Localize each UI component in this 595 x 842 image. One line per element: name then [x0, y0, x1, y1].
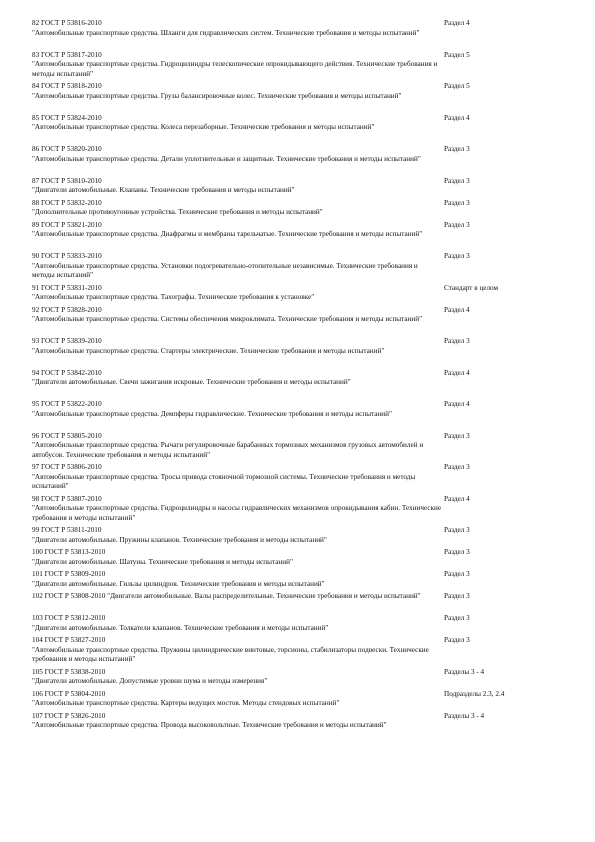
entry-section: Раздел 4	[444, 305, 470, 314]
entry-section: Раздел 4	[444, 19, 470, 27]
entry-title: 82 ГОСТ Р 53816-2010	[32, 19, 102, 27]
entry-title: 92 ГОСТ Р 53828-2010	[32, 305, 102, 314]
list-item	[32, 114, 552, 146]
entry-description: "Автомобильные транспортные средства. Стартеры электрические. Технические требования и методы испытаний"	[32, 346, 385, 355]
list-item	[32, 548, 552, 570]
list-item	[32, 337, 552, 369]
entry-description: "Автомобильные транспортные средства. Картеры ведущих мостов. Методы стендовых испытаний"	[32, 699, 340, 708]
entry-title: 105 ГОСТ Р 53838-2010	[32, 667, 106, 676]
entry-description: "Двигатели автомобильные. Валы распределительные. Технические требования и методы испытаний"	[107, 592, 421, 600]
entry-section: Раздел 3	[444, 570, 470, 578]
entry-section: Стандарт в целом	[444, 283, 499, 292]
entry-section: Раздел 3	[444, 548, 470, 556]
entry-description: "Двигатели автомобильные. Допустимые уровни шума и методы измерения"	[32, 677, 268, 686]
entry-section: Раздел 3	[444, 252, 470, 260]
entry-section: Раздел 4	[444, 113, 470, 122]
list-item	[32, 614, 552, 636]
entry-title: 90 ГОСТ Р 53833-2010	[32, 252, 102, 260]
entry-section: Раздел 3	[444, 636, 470, 644]
entry-description: "Автомобильные транспортные средства. Установки подогревательно-отопительные независимые. Технические требования и методы испытаний"	[32, 261, 418, 280]
list-item	[32, 51, 552, 83]
list-item	[32, 668, 552, 690]
entry-description: "Автомобильные транспортные средства. Провода высоковольтные. Технические требования и методы испытаний"	[32, 721, 387, 730]
entry-section: Разделы 3 - 4	[444, 711, 485, 720]
list-item	[32, 369, 552, 401]
entry-section: Раздел 3	[444, 614, 470, 622]
entry-title: 84 ГОСТ Р 53818-2010	[32, 82, 102, 90]
entry-section: Раздел 3	[444, 220, 470, 229]
entry-description: "Автомобильные транспортные средства. Детали уплотнительные и защитные. Технические требования и методы испытаний"	[32, 154, 421, 163]
list-item	[32, 432, 552, 464]
entry-section: Раздел 4	[444, 494, 470, 503]
entry-description: "Двигатели автомобильные. Клапаны. Технические требования и методы испытаний"	[32, 186, 295, 195]
entry-description: "Автомобильные транспортные средства. Пружины цилиндрические винтовые, торсионы, стабилизаторы подвески. Технические требования и методы испытаний"	[32, 645, 429, 664]
entry-section: Раздел 3	[444, 337, 470, 345]
entry-title: 96 ГОСТ Р 53805-2010	[32, 431, 102, 440]
entry-title: 107 ГОСТ Р 53826-2010	[32, 711, 106, 720]
list-item	[32, 400, 552, 432]
list-item	[32, 570, 552, 592]
entry-title: 89 ГОСТ Р 53821-2010	[32, 220, 102, 229]
list-item	[32, 284, 552, 306]
entry-section: Раздел 3	[444, 176, 470, 185]
entry-title: 103 ГОСТ Р 53812-2010	[32, 614, 106, 622]
entry-section: Подразделы 2.3, 2.4	[444, 689, 505, 698]
entry-section: Раздел 3	[444, 463, 470, 471]
entry-title: 86 ГОСТ Р 53820-2010	[32, 145, 102, 153]
entry-section: Раздел 5	[444, 50, 470, 59]
entry-title: 98 ГОСТ Р 53807-2010	[32, 494, 102, 503]
entry-title: 104 ГОСТ Р 53827-2010	[32, 636, 106, 644]
entry-section: Раздел 3	[444, 198, 470, 207]
list-item	[32, 221, 552, 253]
list-item	[32, 145, 552, 177]
entry-section: Раздел 4	[444, 400, 470, 408]
entry-title: 99 ГОСТ Р 53811-2010	[32, 526, 102, 534]
entry-description: "Двигатели автомобильные. Шатуны. Технические требования и методы испытаний"	[32, 557, 293, 566]
standards-list	[32, 19, 552, 743]
entry-section: Раздел 5	[444, 82, 470, 90]
entry-description: "Двигатели автомобильные. Толкатели клапанов. Технические требования и методы испытаний"	[32, 623, 329, 632]
entry-title: 100 ГОСТ Р 53813-2010	[32, 548, 106, 556]
list-item	[32, 252, 552, 284]
entry-section: Раздел 3	[444, 592, 470, 600]
entry-title: 85 ГОСТ Р 53824-2010	[32, 113, 102, 122]
entry-title: 106 ГОСТ Р 53804-2010	[32, 689, 106, 698]
entry-title: 83 ГОСТ Р 53817-2010	[32, 50, 102, 59]
entry-section: Разделы 3 - 4	[444, 667, 485, 676]
entry-title: 95 ГОСТ Р 53822-2010	[32, 400, 102, 408]
entry-description: "Автомобильные транспортные средства. Шланги для гидравлических систем. Технические требования и методы испытаний"	[32, 28, 420, 37]
entry-description: "Автомобильные транспортные средства. Тросы привода стояночной тормозной системы. Технические требования и методы испытаний"	[32, 472, 416, 491]
entry-description: "Автомобильные транспортные средства. Диафрагмы и мембраны тарельчатые. Технические требования и методы испытаний"	[32, 230, 423, 239]
entry-description: "Двигатели автомобильные. Гильзы цилиндров. Технические требования и методы испытаний"	[32, 579, 325, 588]
entry-description: "Автомобильные транспортные средства. Демпферы гидравлические. Технические требования и методы испытаний"	[32, 409, 392, 418]
list-item	[32, 495, 552, 527]
entry-description: "Двигатели автомобильные. Свечи зажигания искровые. Технические требования и методы испытаний"	[32, 378, 351, 387]
list-item	[32, 592, 552, 614]
entry-description: "Двигатели автомобильные. Пружины клапанов. Технические требования и методы испытаний"	[32, 535, 327, 544]
list-item	[32, 526, 552, 548]
entry-description: "Автомобильные транспортные средства. Тахографы. Технические требования к установке"	[32, 293, 315, 302]
entry-title: 102 ГОСТ Р 53808-2010	[32, 592, 106, 600]
list-item	[32, 19, 552, 51]
entry-description: "Автомобильные транспортные средства. Системы обеспечения микроклимата. Технические требования и методы испытаний"	[32, 315, 423, 324]
entry-section: Раздел 4	[444, 368, 470, 377]
entry-description: "Автомобильные транспортные средства. Грузы балансировочные колес. Технические требования и методы испытаний"	[32, 91, 402, 100]
entry-description: "Автомобильные транспортные средства. Колеса перезаборные. Технические требования и методы испытаний"	[32, 123, 375, 132]
list-item	[32, 177, 552, 199]
entry-description: "Дополнительные противоугонные устройства. Технические требования и методы испытаний"	[32, 208, 323, 217]
list-item	[32, 306, 552, 338]
entry-description: "Автомобильные транспортные средства. Рычаги регулировочные барабанных тормозных механизмов грузовых автомобилей и автобусов. Технические требования и методы испытаний"	[32, 441, 424, 459]
entry-title: 93 ГОСТ Р 53839-2010	[32, 337, 102, 345]
list-item	[32, 636, 552, 668]
entry-description: "Автомобильные транспортные средства. Гидроцилиндры и насосы гидравлических механизмов опрокидывания кабин. Технические требования и методы испытаний"	[32, 504, 442, 522]
entry-section: Раздел 3	[444, 526, 470, 534]
entry-section: Раздел 3	[444, 145, 470, 153]
entry-title: 101 ГОСТ Р 53809-2010	[32, 570, 106, 578]
list-item	[32, 463, 552, 495]
entry-title: 91 ГОСТ Р 53831-2010	[32, 283, 102, 292]
entry-section: Раздел 3	[444, 431, 470, 440]
entry-title: 94 ГОСТ Р 53842-2010	[32, 368, 102, 377]
entry-title: 88 ГОСТ Р 53832-2010	[32, 198, 102, 207]
list-item	[32, 82, 552, 114]
list-item	[32, 199, 552, 221]
list-item	[32, 712, 552, 744]
list-item	[32, 690, 552, 712]
entry-description: "Автомобильные транспортные средства. Гидроцилиндры телескопические опрокидывающего действия. Технические требования и методы испытаний"	[32, 60, 438, 78]
entry-title: 97 ГОСТ Р 53806-2010	[32, 463, 102, 471]
entry-title: 87 ГОСТ Р 53810-2010	[32, 176, 102, 185]
